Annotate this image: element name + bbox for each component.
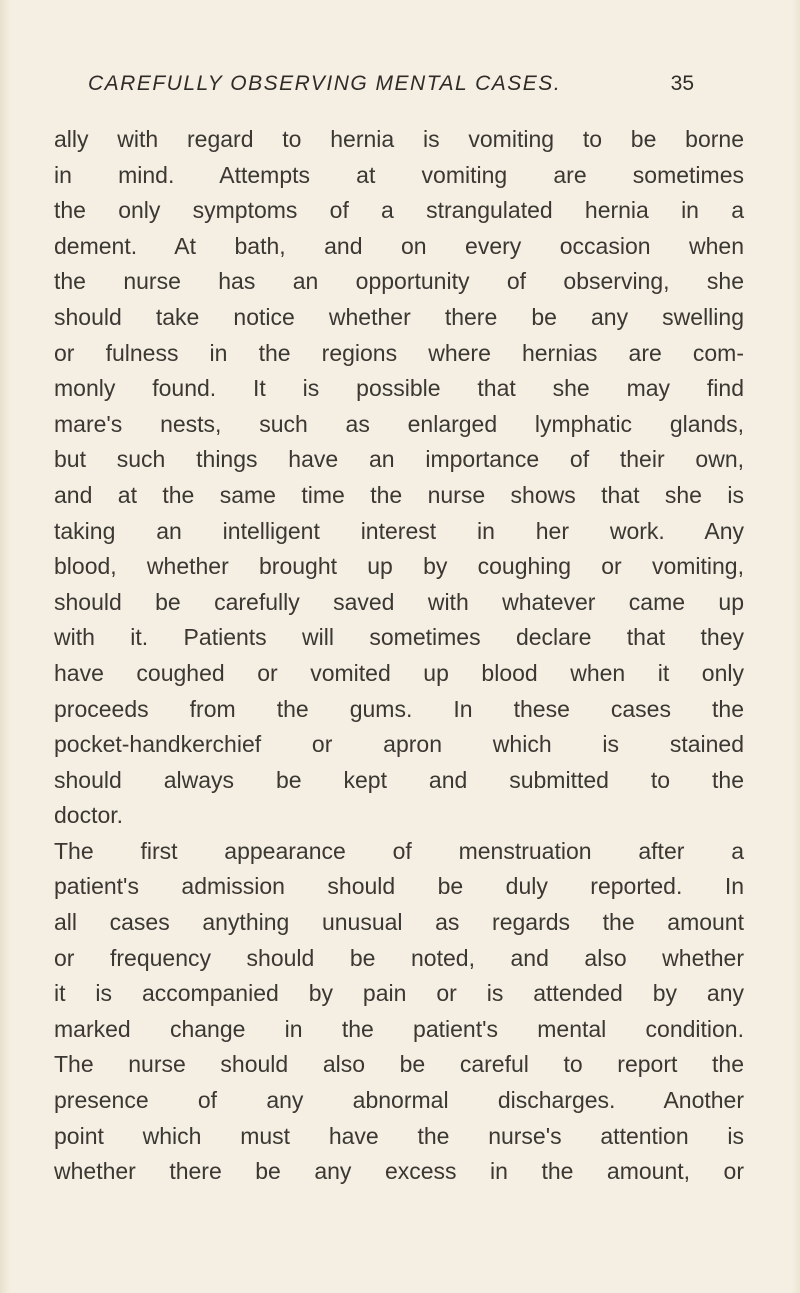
text-line: proceeds from the gums. In these cases the (54, 695, 744, 722)
text-line: with it. Patients will sometimes declare that they (54, 624, 744, 651)
text-line: taking an intelligent interest in her work. Any (54, 517, 744, 544)
text-line: monly found. It is possible that she may find (54, 375, 744, 402)
text-line: but such things have an importance of their own, (54, 446, 744, 473)
text-line: in mind. Attempts at vomiting are sometimes (54, 161, 744, 188)
text-line: the nurse has an opportunity of observing, she (54, 268, 744, 295)
running-title: CAREFULLY OBSERVING MENTAL CASES. (88, 72, 562, 95)
text-line: pocket-handkerchief or apron which is stained (54, 731, 744, 758)
text-line: marked change in the patient's mental condition. (54, 1015, 744, 1042)
text-line: mare's nests, such as enlarged lymphatic glands, (54, 410, 744, 437)
text-line: should always be kept and submitted to the (54, 766, 744, 793)
text-line: doctor. (54, 802, 124, 829)
page-edge-right (792, 0, 800, 1293)
text-line: dement. At bath, and on every occasion when (54, 232, 744, 259)
text-line: ally with regard to hernia is vomiting to be borne (54, 126, 744, 152)
text-line: the only symptoms of a strangulated hernia in a (54, 197, 744, 224)
text-line: point which must have the nurse's attention is (54, 1122, 744, 1149)
text-line: and at the same time the nurse shows that she is (54, 481, 744, 508)
page-number: 35 (670, 72, 694, 95)
text-line: should take notice whether there be any swelling (54, 303, 744, 330)
text-line: patient's admission should be duly reported. In (54, 873, 744, 900)
running-head (88, 72, 694, 102)
text-line: presence of any abnormal discharges. Another (54, 1087, 744, 1114)
text-line: The nurse should also be careful to report the (54, 1051, 744, 1078)
text-line: it is accompanied by pain or is attended by any (54, 980, 744, 1007)
text-line: blood, whether brought up by coughing or vomiting, (54, 553, 744, 580)
text-line: or fulness in the regions where hernias are com- (54, 339, 744, 366)
text-line: have coughed or vomited up blood when it only (54, 659, 744, 686)
page-edge-left (0, 0, 10, 1293)
text-line: whether there be any excess in the amount, or (54, 1158, 744, 1185)
text-line: all cases anything unusual as regards the amount (54, 909, 744, 936)
text-line: or frequency should be noted, and also whether (54, 944, 744, 971)
text-line: should be carefully saved with whatever came up (54, 588, 744, 615)
text-line: The first appearance of menstruation after a (54, 837, 744, 864)
body-text (54, 122, 744, 1190)
